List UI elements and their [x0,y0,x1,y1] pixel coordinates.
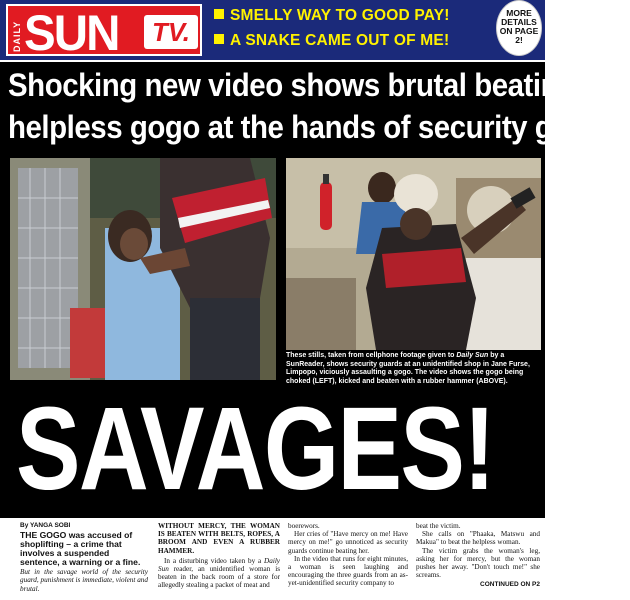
logo-tv-text: TV. [144,15,198,49]
byline: By YANGA SOBI [20,522,71,529]
paragraph-text: In a disturbing video taken by a [164,556,265,565]
photo-beating-image [286,158,541,350]
article [0,518,545,600]
article-column-2 [158,522,280,590]
headline-line-2: helpless gogo at the hands of security guards [8,109,630,145]
headline-line-1: Shocking new video shows brutal beating of [8,67,611,103]
teaser-1 [214,7,450,25]
article-paragraph [158,557,280,590]
article-column-4 [416,522,540,590]
continued-on-link[interactable]: CONTINUED ON P2 [480,581,540,589]
article-paragraph: In the video that runs for eight minutes, a woman is seen laughing and encouraging the three guards from an as-yet-unidentified security company to [288,554,408,588]
article-intro: But in the savage world of the security guard, punishment is immediate, violent and brutal. [20,568,148,593]
article-lead: THE GOGO was accused of shoplifting – a crime that involves a suspended sentence, a warning or a fine. [20,530,141,568]
photo-beating-still [286,158,541,350]
logo-daily-text: DAILY [12,20,22,52]
caption-prefix: These stills, taken from cellphone footage given to [286,352,457,359]
masthead [0,0,545,60]
bullet-square-icon [214,9,224,19]
daily-sun-tv-logo [6,4,202,61]
big-word-band [0,383,545,518]
caption-rest: by a SunReader, shows security guards at an unidentified shop in Jane Furse, Limpopo, viciously assaulting a gogo. The video shows the gogo being choked (LEFT), kicked and beaten with a rubber hammer (ABOVE). [286,352,530,385]
big-headline-word: SAVAGES! [16,383,494,515]
logo-sun-text: SUN [24,5,119,61]
article-caps-lead: WITHOUT MERCY, THE WOMAN IS BEATEN WITH BELTS, ROPES, A BROOM AND EVEN A RUBBER HAMMER. [158,522,280,555]
article-paragraph: boerewors. [288,522,320,530]
paragraph-text: reader, an unidentified woman is beaten in the back room of a store for allegedly stealing a packet of meat and [158,565,280,590]
article-column-1 [20,522,148,593]
article-paragraph: beat the victim. [416,522,461,530]
headline [8,64,630,148]
photo-area [0,154,545,390]
article-paragraph: Her cries of "Have mercy on me! Have mercy on me!" go unnoticed as security guards continue beating her. [288,530,408,555]
article-column-3 [288,522,408,588]
headline-band [0,62,630,154]
teaser-2 [214,32,449,50]
teaser-2-text: A SNAKE CAME OUT OF ME! [230,32,450,49]
paragraph-publication: Daily Sun [158,556,280,574]
caption-publication: Daily Sun [456,352,489,359]
article-paragraph: The victim grabs the woman's leg, asking her for mercy, but the woman pushes her away. "Don't touch me!" she screams. [416,546,540,580]
bullet-square-icon [214,34,224,44]
teaser-1-text: SMELLY WAY TO GOOD PAY! [230,7,450,24]
photo-choking-still [10,158,276,380]
photo-caption [286,352,541,386]
more-details-badge: MORE DETAILS ON PAGE 2! [496,0,542,56]
article-paragraph: She calls on "Phaaka, Matswu and Makua" to beat the helpless woman. [416,530,540,547]
photo-choking-image [10,158,276,380]
